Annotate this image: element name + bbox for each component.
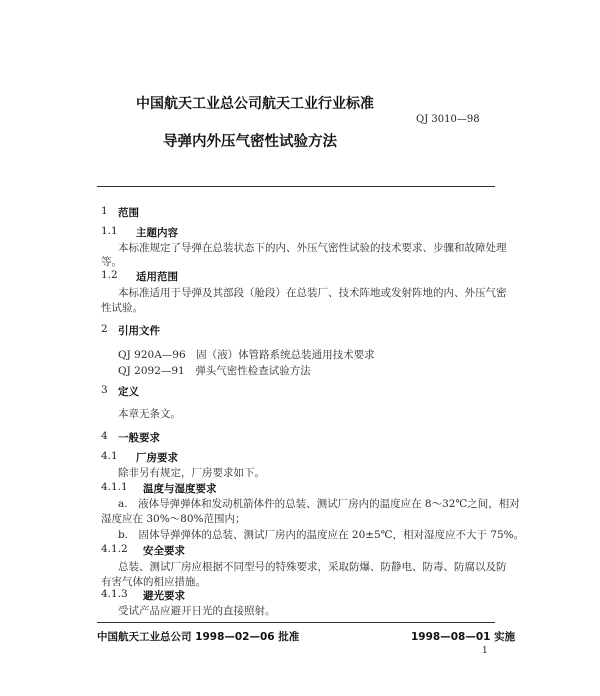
- section-4-1-1-number: 4.1.1: [101, 481, 128, 493]
- implementation-note: 1998—08—01 实施: [411, 631, 516, 643]
- section-4-1-2-body-line2: 有害气体的相应措施。: [101, 576, 206, 588]
- section-1-1-title: 主题内容: [136, 227, 178, 239]
- org-standard-title: 中国航天工业总公司航天工业行业标准: [136, 96, 374, 112]
- footer-divider: [97, 622, 495, 623]
- section-3-body: 本章无条文。: [118, 408, 181, 420]
- section-4-1-3-title: 避光要求: [143, 590, 185, 602]
- page-number: 1: [482, 646, 488, 656]
- section-4-1-number: 4.1: [101, 450, 118, 462]
- section-1-1-body-line1: 本标准规定了导弹在总装状态下的内、外压气密性试验的技术要求、步骤和故障处理: [118, 242, 507, 254]
- section-1-2-title: 适用范围: [136, 271, 178, 283]
- section-3-title: 定义: [118, 386, 139, 398]
- section-4-title: 一般要求: [118, 432, 160, 444]
- section-2-number: 2: [101, 323, 108, 335]
- reference-item: QJ 920A—96 固（液）体管路系统总装通用技术要求: [118, 349, 375, 361]
- section-1-number: 1: [101, 205, 108, 217]
- item-a-line1: a. 液体导弹弹体和发动机箭体件的总装、测试厂房内的温度应在 8～32℃之间，相对: [118, 498, 520, 510]
- section-4-1-2-title: 安全要求: [143, 545, 185, 557]
- section-1-2-body-line1: 本标准适用于导弹及其部段（舱段）在总装厂、技术阵地或发射阵地的内、外压气密: [118, 287, 507, 299]
- section-4-1-1-title: 温度与湿度要求: [143, 483, 217, 495]
- section-2-title: 引用文件: [118, 325, 160, 337]
- section-1-1-body-line2: 等。: [101, 256, 122, 268]
- standard-code: QJ 3010—98: [416, 114, 480, 125]
- section-3-number: 3: [101, 384, 108, 396]
- section-1-1-number: 1.1: [101, 225, 118, 237]
- section-1-2-body-line2: 性试验。: [101, 302, 143, 314]
- section-4-1-2-body-line1: 总装、测试厂房应根据不同型号的特殊要求，采取防爆、防静电、防毒、防腐以及防: [118, 561, 507, 573]
- item-a-line2: 湿度应在 30%～80%范围内；: [101, 513, 246, 525]
- section-4-1-title: 厂房要求: [136, 452, 178, 464]
- section-4-1-2-number: 4.1.2: [101, 543, 128, 555]
- section-4-1-body: 除非另有规定，厂房要求如下。: [118, 467, 265, 479]
- section-1-title: 范围: [118, 207, 139, 219]
- section-1-2-number: 1.2: [101, 269, 118, 281]
- section-4-number: 4: [101, 430, 108, 442]
- section-4-1-3-number: 4.1.3: [101, 588, 128, 600]
- page-title: 导弹内外压气密性试验方法: [163, 134, 337, 150]
- section-4-1-3-body: 受试产品应避开日光的直接照射。: [118, 605, 276, 617]
- item-b: b. 固体导弹弹体的总装、测试厂房内的温度应在 20±5℃，相对湿度应不大于 75%。: [118, 529, 525, 541]
- approval-note: 中国航天工业总公司 1998—02—06 批准: [97, 631, 300, 643]
- header-divider: [97, 186, 495, 187]
- reference-item: QJ 2092—91 弹头气密性检查试验方法: [118, 365, 311, 377]
